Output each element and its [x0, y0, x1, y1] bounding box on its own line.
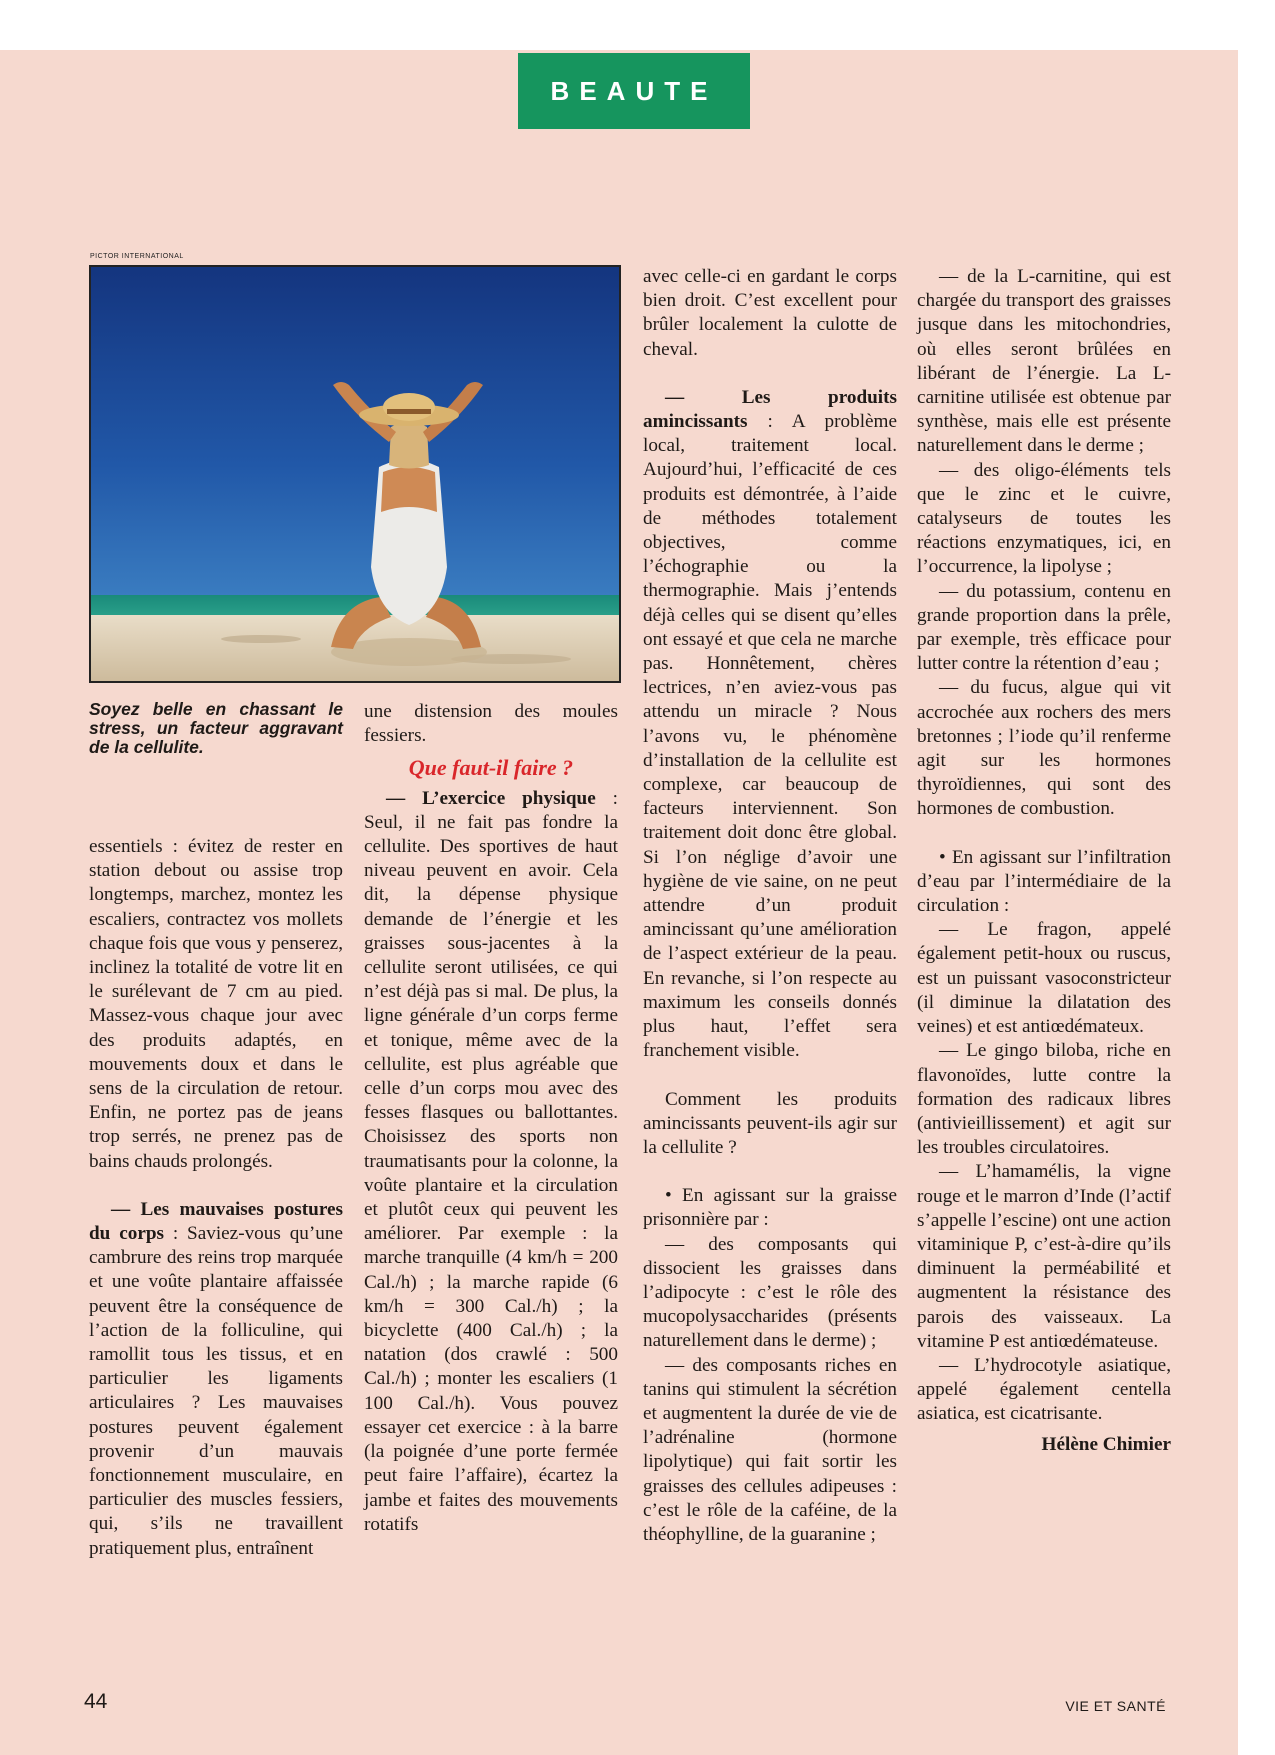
beach-photo — [89, 265, 621, 683]
paragraph — [89, 1198, 343, 1561]
author-signature: Hélène Chimier — [1041, 1433, 1171, 1455]
paragraph: • En agissant sur l’infiltration d’eau par l’intermédiaire de la circulation : — [917, 846, 1171, 917]
paragraph-body: : Saviez-vous qu’une cambrure des reins trop marquée et une voûte plantaire affaissée peuvent être la conséquence de l’action de la folliculine, qui ramollit tous les tissus, et en particulier les ligaments articulaires ? Les mauvaises postures peuvent également provenir d’un mauvais fonctionnement musculaire, en particulier des muscles fessiers, qui, s’ils ne travaillent pratiquement plus, entraînent — [89, 1223, 343, 1559]
beach-illustration — [91, 267, 619, 681]
article-column-1 — [89, 835, 343, 1561]
paragraph — [364, 787, 618, 1537]
paragraph: • En agissant sur la graisse prisonnière par : — [643, 1185, 897, 1231]
paragraph-body: : A problème local, traitement local. Aujourd’hui, l’efficacité de ces produits est démontrée, à l’aide de méthodes totalement objectives, comme l’échographie ou la thermographie. Mais j’entends déjà celles qui se disent qu’elles ont essayé et que cela ne marche pas. Honnêtement, chères lectrices, n’en aviez-vous pas attendu un miracle ? Nous l’avons vu, le phénomène d’installation de la cellulite est complexe, car beaucoup de facteurs interviennent. Son traitement doit donc être global. Si l’on néglige d’avoir une hygiène de vie saine, on ne peut attendre d’un produit amincissant qu’une amélioration de l’aspect extérieur de la peau. En revanche, si l’on respecte au maximum les conseils donnés plus haut, l’effet sera franchement visible. — [643, 411, 897, 1062]
paragraph: — du fucus, algue qui vit accrochée aux rochers des mers bretonnes ; l’iode qu’il renferme agit sur les hormones thyroïdiennes, qui sont des hormones de combustion. — [917, 677, 1171, 820]
paragraph: — du potassium, contenu en grande proportion dans la prêle, par exemple, très efficace pour lutter contre la rétention d’eau ; — [917, 580, 1171, 675]
paragraph: essentiels : évitez de rester en station debout ou assise trop longtemps, marchez, montez les escaliers, contractez vos mollets chaque fois que vous y penserez, inclinez la totalité de votre lit en le surélevant de 7 cm au pied. Massez-vous chaque jour avec des produits adaptés, en mouvements doux et dans le sens de la circulation de retour. Enfin, ne portez pas de jeans trop serrés, ne prenez pas de bains chauds prolongés. — [89, 836, 343, 1172]
article-column-2 — [364, 700, 618, 1537]
magazine-name: VIE ET SANTÉ — [1065, 1698, 1166, 1714]
section-heading: Que faut-il faire ? — [408, 755, 574, 781]
paragraph: — de la L-carnitine, qui est chargée du transport des graisses jusque dans les mitochondries, où elles seront brûlées en libérant de l’énergie. La L-carnitine utilisée est obtenue par synthèse, mais elle est présente naturellement dans le derme ; — [917, 266, 1171, 457]
article-column-3 — [643, 265, 897, 1547]
paragraph: — L’hamamélis, la vigne rouge et le marron d’Inde (l’actif s’appelle l’escine) ont une action vitaminique P, c’est-à-dire qu’ils diminuent la perméabilité et augmentent la résistance des parois des vaisseaux. La vitamine P est antiœdémateuse. — [917, 1161, 1171, 1352]
photo-credit: PICTOR INTERNATIONAL — [90, 253, 184, 260]
paragraph: Comment les produits amincissants peuvent-ils agir sur la cellulite ? — [643, 1088, 897, 1158]
paragraph: — Le fragon, appelé également petit-houx ou ruscus, est un puissant vasoconstricteur (il diminue la dilatation des veines) et est antiœdémateux. — [917, 919, 1171, 1038]
paragraph: avec celle-ci en gardant le corps bien droit. C’est excellent pour brûler localement la culotte de cheval. — [643, 266, 897, 360]
page-number: 44 — [84, 1690, 108, 1713]
photo-caption: Soyez belle en chassant le stress, un facteur aggravant de la cellulite. — [89, 699, 343, 757]
paragraph: — des oligo-éléments tels que le zinc et le cuivre, catalyseurs de toutes les réactions enzymatiques, ici, en l’occurrence, la lipolyse ; — [917, 459, 1171, 578]
paragraph-lead: — Les mauvaises postures du corps — [89, 1198, 343, 1245]
paragraph: — des composants qui dissocient les graisses dans l’adipocyte : c’est le rôle des mucopolysaccharides (présents naturellement dans le derme) ; — [643, 1233, 897, 1352]
paragraph: une distension des moules fessiers. — [364, 701, 618, 747]
section-tab: BEAUTE — [518, 53, 750, 129]
paragraph: — L’hydrocotyle asiatique, appelé également centella asiatica, est cicatrisante. — [917, 1354, 1171, 1425]
paragraph-lead: — L’exercice physique — [386, 787, 596, 809]
paragraph: — des composants riches en tanins qui stimulent la sécrétion et augmentent la durée de vie de l’adrénaline (hormone lipolytique) qui fait sortir les graisses des cellules adipeuses : c’est le rôle de la caféine, de la théophylline, de la guaranine ; — [643, 1354, 897, 1545]
paragraph-lead: — Les produits amincissants — [643, 386, 897, 433]
paragraph: — Le gingo biloba, riche en flavonoïdes, lutte contre la formation des radicaux libres (antivieillissement) et agit sur les troubles circulatoires. — [917, 1040, 1171, 1159]
paragraph-body: : Seul, il ne fait pas fondre la cellulite. Des sportives de haut niveau peuvent en avoir. Cela dit, la dépense physique demande de l’énergie et les graisses sous-jacentes à la cellulite seront utilisées, ce qui n’est déjà pas si mal. De plus, la ligne générale d’un corps ferme et tonique, même avec de la cellulite, est plus agréable que celle d’un corps mou avec des fesses flasques ou ballottantes. Choisissez des sports non traumatisants pour la colonne, la voûte plantaire et la circulation et plutôt ceux qui peuvent les améliorer. Par exemple : la marche tranquille (4 km/h = 200 Cal./h) ; la marche rapide (6 km/h = 300 Cal./h) ; la bicyclette (400 Cal./h) ; la natation (dos crawlé : 500 Cal./h) ; monter les escaliers (1 100 Cal./h). Vous pouvez essayer cet exercice : à la barre (la poignée d’une porte fermée peut faire l’affaire), écartez la jambe et faites des mouvements rotatifs — [364, 787, 618, 1535]
article-column-4 — [917, 265, 1171, 1457]
paragraph — [643, 386, 897, 1064]
